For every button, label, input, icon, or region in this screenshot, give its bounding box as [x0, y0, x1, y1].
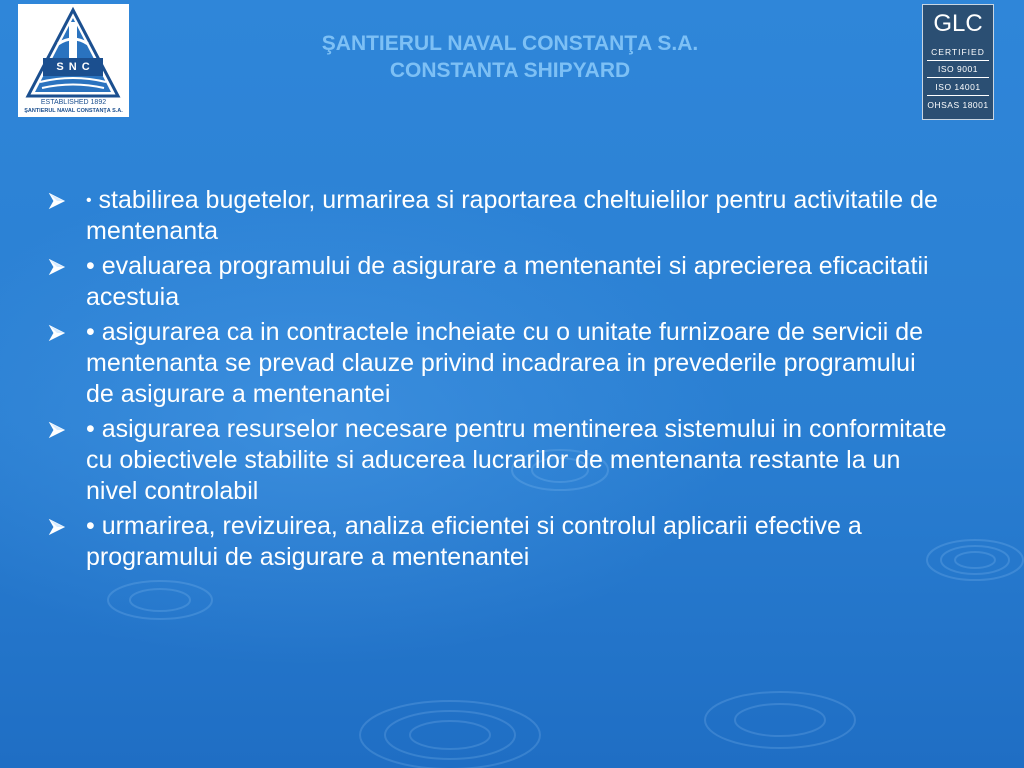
- arrow-bullet-icon: [48, 421, 66, 439]
- divider: [927, 60, 989, 61]
- bullet-list: [48, 185, 948, 577]
- iso-14001-label: ISO 14001: [935, 82, 981, 92]
- slide-title: [230, 30, 790, 84]
- iso-9001-label: ISO 9001: [938, 64, 978, 74]
- small-bullet-dot: •: [86, 192, 92, 209]
- divider: [927, 77, 989, 78]
- bullet-text: • urmarirea, revizuirea, analiza eficientei si controlul aplicarii efective a programului de asigurare a mentenantei: [86, 512, 862, 571]
- bullet-text: • asigurarea resurselor necesare pentru mentinerea sistemului in conformitate cu obiectivele stabilite si aducerea lucrarilor de mentenanta restante la un nivel controlabil: [86, 415, 947, 505]
- ohsas-18001-label: OHSAS 18001: [927, 100, 989, 110]
- bullet-text: stabilirea bugetelor, urmarirea si raportarea cheltuielilor pentru activitatile de mentenanta: [86, 186, 938, 245]
- established-label: ESTABLISHED 1892: [40, 99, 107, 106]
- arrow-bullet-icon: [48, 192, 66, 210]
- arrow-bullet-icon: [48, 518, 66, 536]
- snc-company-logo: [18, 4, 129, 117]
- certified-label: CERTIFIED: [931, 47, 985, 57]
- title-line-2: CONSTANTA SHIPYARD: [389, 59, 631, 82]
- glc-brand-text: GLC: [933, 10, 983, 37]
- arrow-bullet-icon: [48, 324, 66, 342]
- arrow-bullet-icon: [48, 258, 66, 276]
- list-item: [48, 251, 948, 313]
- title-line-1: ŞANTIERUL NAVAL CONSTANŢA S.A.: [321, 32, 699, 55]
- divider: [927, 95, 989, 96]
- bullet-text: • asigurarea ca in contractele incheiate cu o unitate furnizoare de servicii de mentenanta se prevad clauze privind incadrarea in prevederile programului de asigurare a mentenantei: [86, 318, 923, 408]
- list-item: [48, 414, 948, 507]
- glc-certified-badge: [922, 4, 994, 120]
- list-item: [48, 185, 948, 247]
- snc-monogram: S N C: [56, 61, 91, 73]
- list-item: [48, 317, 948, 410]
- logo-company-name: ŞANTIERUL NAVAL CONSTANŢA S.A.: [24, 108, 123, 114]
- list-item: [48, 511, 948, 573]
- bullet-text: • evaluarea programului de asigurare a mentenantei si aprecierea eficacitatii acestuia: [86, 252, 929, 311]
